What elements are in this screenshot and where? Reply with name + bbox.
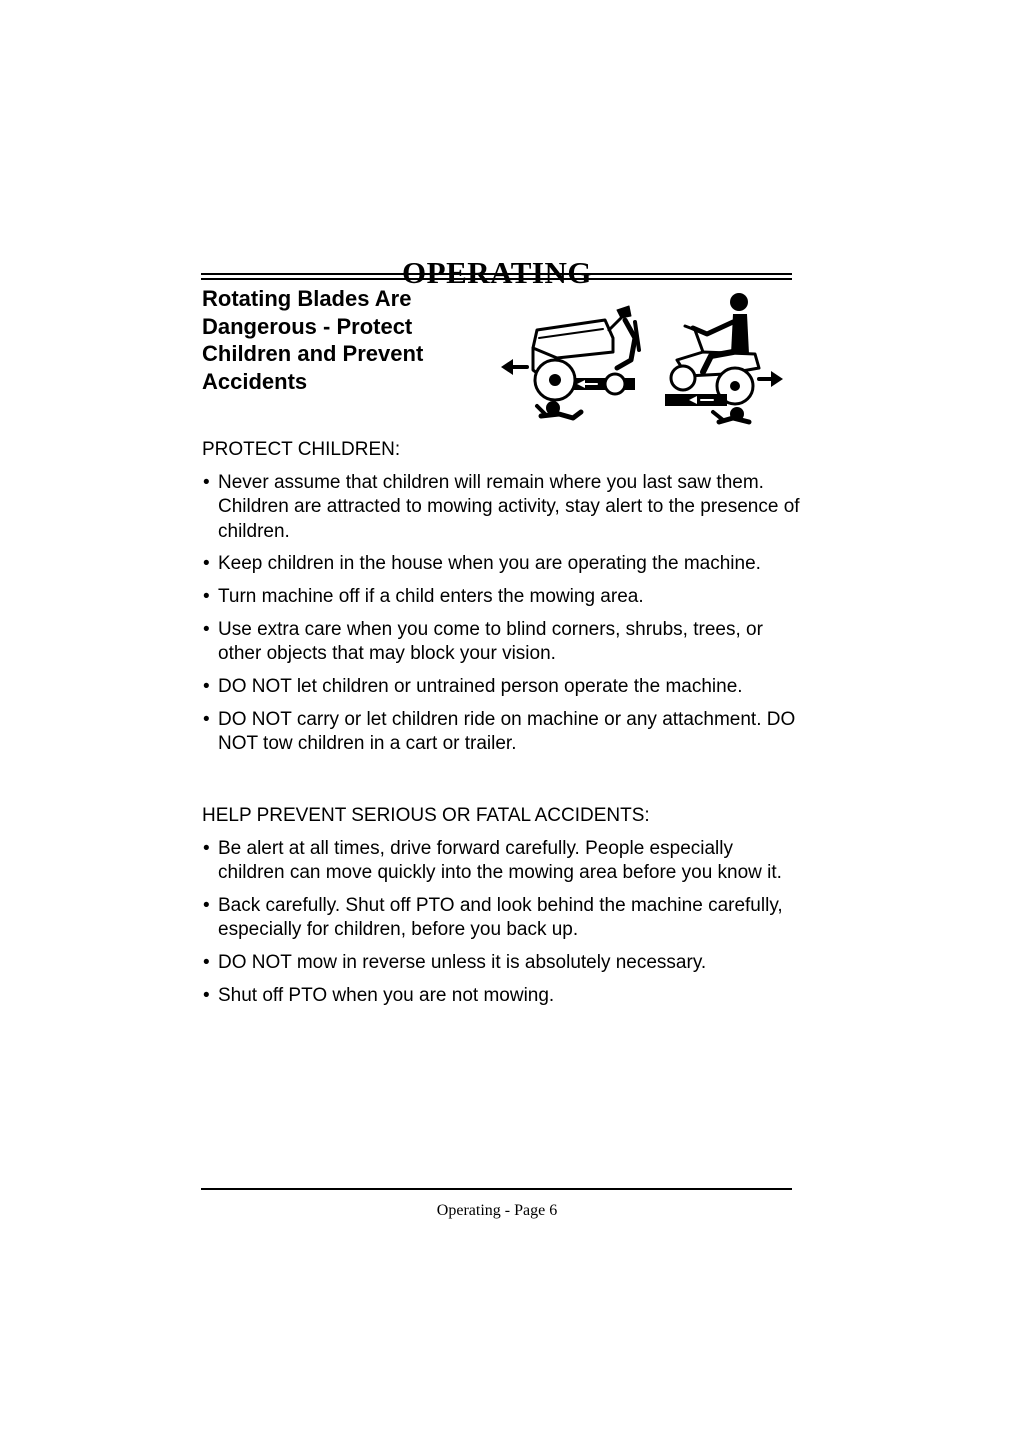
- section-heading-prevent-accidents: HELP PREVENT SERIOUS OR FATAL ACCIDENTS:: [202, 805, 650, 826]
- warning-heading-line: Accidents: [202, 368, 308, 394]
- footer-divider: [201, 1188, 792, 1190]
- page-title: OPERATING: [402, 254, 592, 290]
- list-item: • Shut off PTO when you are not mowing.: [202, 984, 802, 1008]
- list-item: • DO NOT mow in reverse unless it is absolutely necessary.: [202, 951, 802, 975]
- warning-heading-line: Rotating Blades Are: [202, 286, 412, 311]
- list-item: • Back carefully. Shut off PTO and look behind the machine carefully, especially for children, before you back up.: [202, 894, 802, 943]
- mower-forward-child-icon: [665, 293, 783, 422]
- mower-reversing-child-icon: [501, 306, 639, 418]
- list-item: • Use extra care when you come to blind corners, shrubs, trees, or other objects that may block your vision.: [202, 618, 802, 667]
- list-item: • Turn machine off if a child enters the mowing area.: [202, 585, 802, 609]
- list-item: • Never assume that children will remain where you last saw them. Children are attracted to mowing activity, stay alert to the presence of children.: [202, 471, 802, 544]
- list-item: • Keep children in the house when you are operating the machine.: [202, 552, 802, 576]
- warning-heading-line: Children and Prevent: [202, 341, 424, 366]
- warning-heading-line: Dangerous - Protect: [202, 313, 413, 339]
- prevent-accidents-list: [202, 837, 802, 1017]
- protect-children-list: [202, 471, 802, 765]
- list-item: • DO NOT let children or untrained person operate the machine.: [202, 675, 802, 699]
- page-footer: Operating - Page 6: [436, 1202, 558, 1219]
- warning-heading: [202, 285, 482, 395]
- section-heading-protect-children: PROTECT CHILDREN:: [202, 439, 401, 460]
- list-item: • Be alert at all times, drive forward carefully. People especially children can move quickly into the mowing area before you know it.: [202, 837, 802, 886]
- list-item: • DO NOT carry or let children ride on machine or any attachment. DO NOT tow children in a cart or trailer.: [202, 708, 802, 757]
- title-divider: [201, 273, 792, 280]
- mower-safety-illustration: [497, 290, 789, 430]
